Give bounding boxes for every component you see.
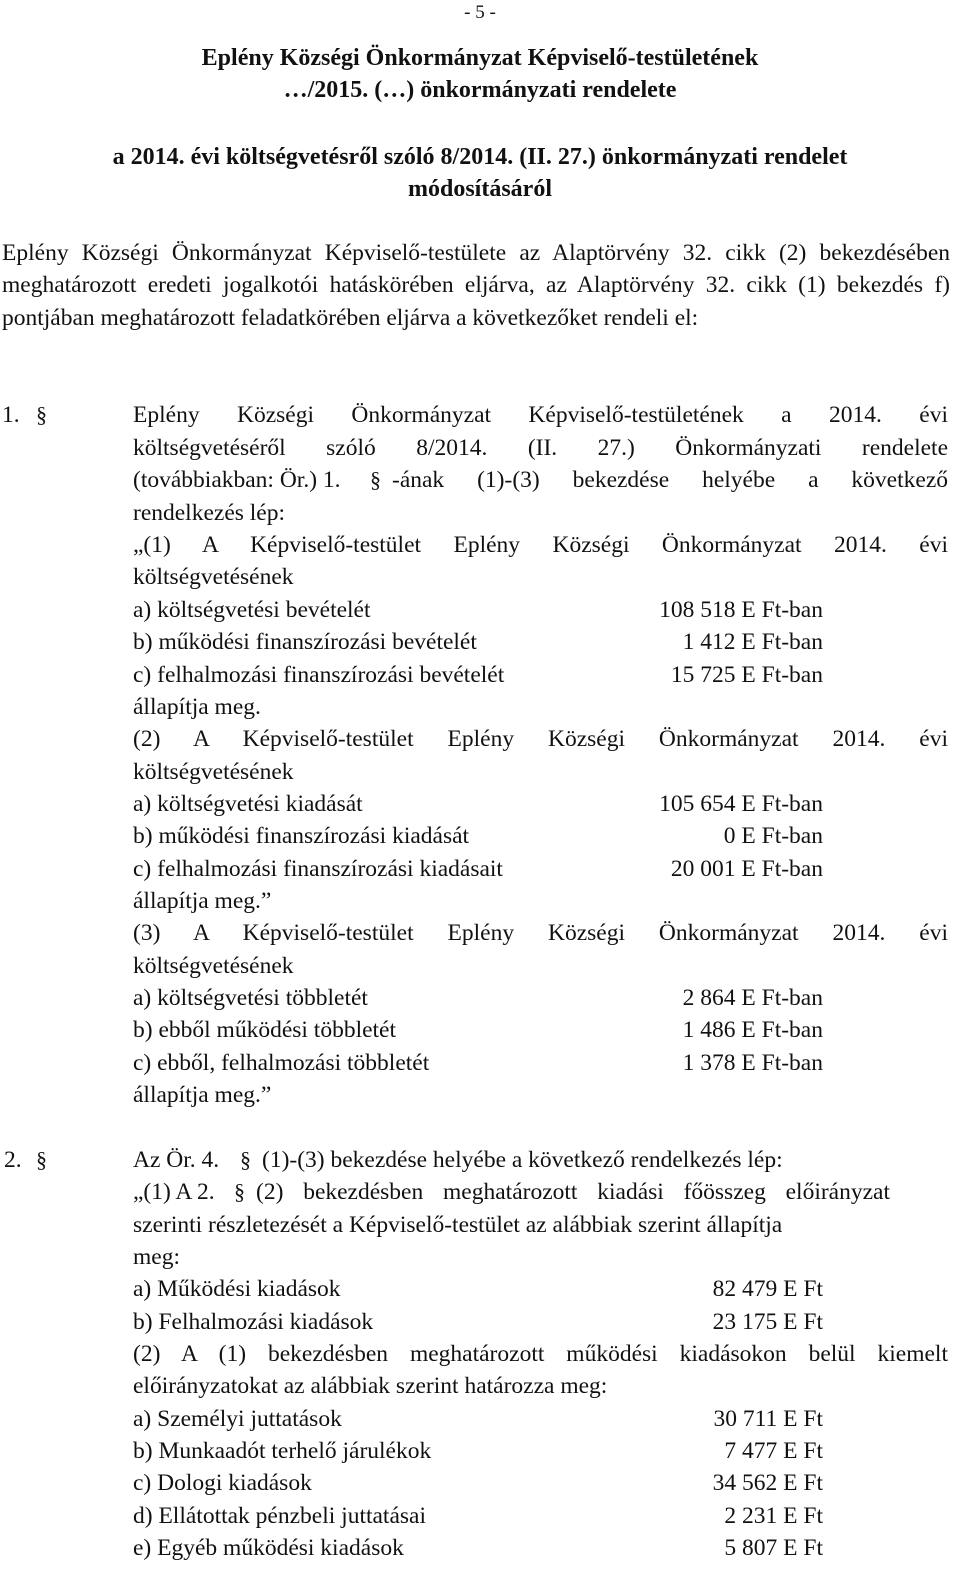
row-label: a) költségvetési többletét <box>133 985 368 1011</box>
s1-line-3a: (továbbiakban: Ör.) 1. <box>133 467 341 493</box>
s2-p1-line-1a: „(1) A 2. <box>133 1179 215 1205</box>
row-amount: 30 711 E Ft <box>713 1406 823 1432</box>
row-amount: 15 725 E Ft-ban <box>670 662 823 688</box>
s2-intro-b: (1)-(3) bekezdése helyébe a következő rendelkezés lép: <box>262 1147 783 1173</box>
row-amount: 108 518 E Ft-ban <box>659 597 823 623</box>
s2-p2-row <box>133 1532 823 1564</box>
row-amount: 82 479 E Ft <box>712 1276 823 1302</box>
s1-p1-row <box>133 659 823 691</box>
row-amount: 23 175 E Ft <box>712 1309 823 1335</box>
s2-p2-line-1: (2) A (1) bekezdésben meghatározott működési kiadásokon belül kiemelt <box>133 1341 948 1367</box>
s2-p2-row <box>133 1435 823 1467</box>
row-label: c) ebből, felhalmozási többletét <box>133 1050 430 1076</box>
section-1-number: 1. <box>2 402 20 428</box>
title-line-4: módosításáról <box>408 176 552 202</box>
s2-p1-row <box>133 1273 823 1305</box>
s1-line-2: költségvetéséről szóló 8/2014. (II. 27.) Önkormányzati rendelete <box>133 435 948 461</box>
row-label: c) felhalmozási finanszírozási kiadásait <box>133 856 503 882</box>
s1-p2-close: állapítja meg.” <box>133 888 272 914</box>
row-amount: 2 231 E Ft <box>724 1503 823 1529</box>
title-line-1: Eplény Községi Önkormányzat Képviselő-testületének <box>201 45 759 71</box>
s2-p2-line-2: előirányzatokat az alábbiak szerint határozza meg: <box>133 1373 608 1399</box>
row-label: d) Ellátottak pénzbeli juttatásai <box>133 1503 426 1529</box>
s2-p1-line-3: meg: <box>133 1244 180 1270</box>
s2-p2-row <box>133 1403 823 1435</box>
s2-p1-row <box>133 1306 823 1338</box>
s2-p1-line-2: szerinti részletezését a Képviselő-testület az alábbiak szerint állapítja <box>133 1212 783 1238</box>
row-label: b) ebből működési többletét <box>133 1017 397 1043</box>
s1-p2-row <box>133 788 823 820</box>
s2-p1-line-1b: (2) bekezdésben meghatározott kiadási főösszeg előirányzat <box>256 1179 890 1205</box>
s1-line-4: rendelkezés lép: <box>133 500 286 526</box>
title-line-2: …/2015. (…) önkormányzati rendelete <box>283 77 677 103</box>
page-number: - 5 - <box>464 2 496 23</box>
s1-line-1: Eplény Községi Önkormányzat Képviselő-testületének a 2014. évi <box>133 402 948 428</box>
s1-p3-line-1: (3) A Képviselő-testület Eplény Községi Önkormányzat 2014. évi <box>133 920 948 946</box>
row-label: c) Dologi kiadások <box>133 1470 312 1496</box>
section-symbol: § <box>36 1147 47 1172</box>
row-label: a) költségvetési bevételét <box>133 597 371 623</box>
section-symbol: § <box>240 1147 251 1172</box>
row-amount: 105 654 E Ft-ban <box>659 791 823 817</box>
section-symbol: § <box>36 402 47 427</box>
row-amount: 20 001 E Ft-ban <box>670 856 823 882</box>
row-label: a) költségvetési kiadását <box>133 791 363 817</box>
s2-p2-row <box>133 1500 823 1532</box>
s1-p1-row <box>133 594 823 626</box>
s1-p2-line-2: költségvetésének <box>133 759 294 785</box>
s1-p1-close: állapítja meg. <box>133 694 261 720</box>
row-label: b) Munkaadót terhelő járulékok <box>133 1438 432 1464</box>
s2-p2-row <box>133 1467 823 1499</box>
s2-intro-a: Az Ör. 4. <box>133 1147 220 1173</box>
s1-line-3b: -ának (1)-(3) bekezdése helyébe a következő <box>392 467 948 493</box>
s1-p1-line-1: „(1) A Képviselő-testület Eplény Községi Önkormányzat 2014. évi <box>133 532 948 558</box>
s1-p3-row <box>133 1047 823 1079</box>
row-label: b) működési finanszírozási bevételét <box>133 629 477 655</box>
row-amount: 1 412 E Ft-ban <box>682 629 823 655</box>
section-symbol: § <box>370 467 381 492</box>
row-label: a) Működési kiadások <box>133 1276 341 1302</box>
row-label: a) Személyi juttatások <box>133 1406 342 1432</box>
s1-p3-row <box>133 982 823 1014</box>
s1-p2-row <box>133 820 823 852</box>
row-label: c) felhalmozási finanszírozási bevételét <box>133 662 505 688</box>
row-amount: 1 378 E Ft-ban <box>682 1050 823 1076</box>
s1-p3-line-2: költségvetésének <box>133 953 294 979</box>
row-label: b) működési finanszírozási kiadását <box>133 823 470 849</box>
section-symbol: § <box>234 1179 245 1204</box>
row-label: e) Egyéb működési kiadások <box>133 1535 404 1561</box>
s1-p3-row <box>133 1014 823 1046</box>
section-2-number: 2. <box>4 1147 22 1173</box>
row-amount: 2 864 E Ft-ban <box>682 985 823 1011</box>
row-label: b) Felhalmozási kiadások <box>133 1309 374 1335</box>
s1-p1-row <box>133 626 823 658</box>
preamble: Eplény Községi Önkormányzat Képviselő-testülete az Alaptörvény 32. cikk (2) bekezdésében meghatározott eredeti jogalkotói hatáskörében eljárva, az Alaptörvény 32. cikk (1) bekezdés f) pontjában meghatározott feladatkörében eljárva a következőket rendeli el: <box>2 240 950 331</box>
row-amount: 34 562 E Ft <box>712 1470 823 1496</box>
row-amount: 5 807 E Ft <box>724 1535 823 1561</box>
row-amount: 0 E Ft-ban <box>723 823 823 849</box>
row-amount: 7 477 E Ft <box>724 1438 823 1464</box>
row-amount: 1 486 E Ft-ban <box>682 1017 823 1043</box>
title-line-3: a 2014. évi költségvetésről szóló 8/2014. (II. 27.) önkormányzati rendelet <box>112 144 848 170</box>
s1-p1-line-2: költségvetésének <box>133 564 294 590</box>
s1-p3-close: állapítja meg.” <box>133 1082 272 1108</box>
s1-p2-row <box>133 853 823 885</box>
s1-p2-line-1: (2) A Képviselő-testület Eplény Községi Önkormányzat 2014. évi <box>133 726 948 752</box>
